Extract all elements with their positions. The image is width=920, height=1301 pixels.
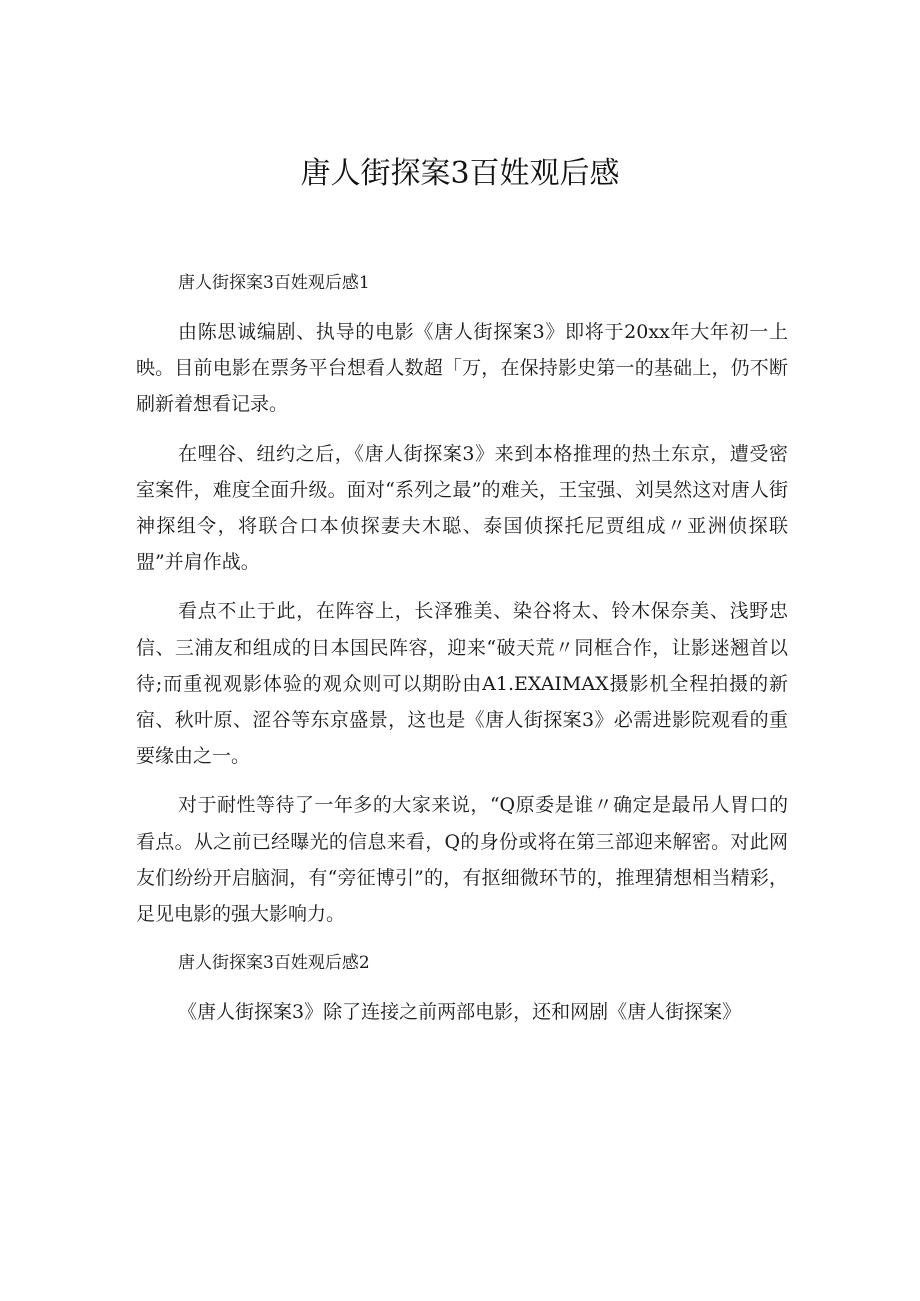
paragraph: 《唐人街探案3》除了连接之前两部电影，还和网剧《唐人街探案》 <box>178 1001 742 1024</box>
paragraph: 对于耐性等待了一年多的大家来说，“Q原委是谁〃确定是最吊人胃口的看点。从之前已经曝光的信息来看，Q的身份或将在第三部迎来解密。对此网友们纷纷开启脑洞，有“旁征博引”的，有抠细微环节的，推理猜想相当精彩，足见电影的强大影响力。 <box>136 794 788 926</box>
paragraph: 由陈思诚编剧、执导的电影《唐人街探案3》即将于20xx年大年初一上映。目前电影在票务平台想看人数超「万，在保持影史第一的基础上，仍不断刷新着想看记录。 <box>136 321 788 416</box>
paragraph: 看点不止于此，在阵容上，长泽雅美、染谷将太、铃木保奈美、浅野忠信、三浦友和组成的日本国民阵容，迎来“破天荒〃同框合作，让影迷翘首以待;而重视观影体验的观众则可以期盼由A1.EXAIMAX摄影机全程拍摄的新宿、秋叶原、涩谷等东京盛景，这也是《唐人街探案3》必需进影院观看的重要缘由之一。 <box>136 600 788 768</box>
document-title: 唐人街探案3百姓观后感 <box>300 156 620 192</box>
paragraph: 在哩谷、纽约之后，《唐人街探案3》来到本格推理的热土东京，遭受密室案件，难度全面升级。面对“系列之最”的难关，王宝强、刘昊然这对唐人街神探组令，将联合口本侦探妻夫木聪、泰国侦探托尼贾组成〃亚洲侦探联盟”并肩作战。 <box>136 442 788 574</box>
section-heading-2: 唐人街探案3百姓观后感2 <box>178 953 370 974</box>
document-body <box>136 265 788 1030</box>
section-heading-1: 唐人街探案3百姓观后感1 <box>178 273 370 293</box>
